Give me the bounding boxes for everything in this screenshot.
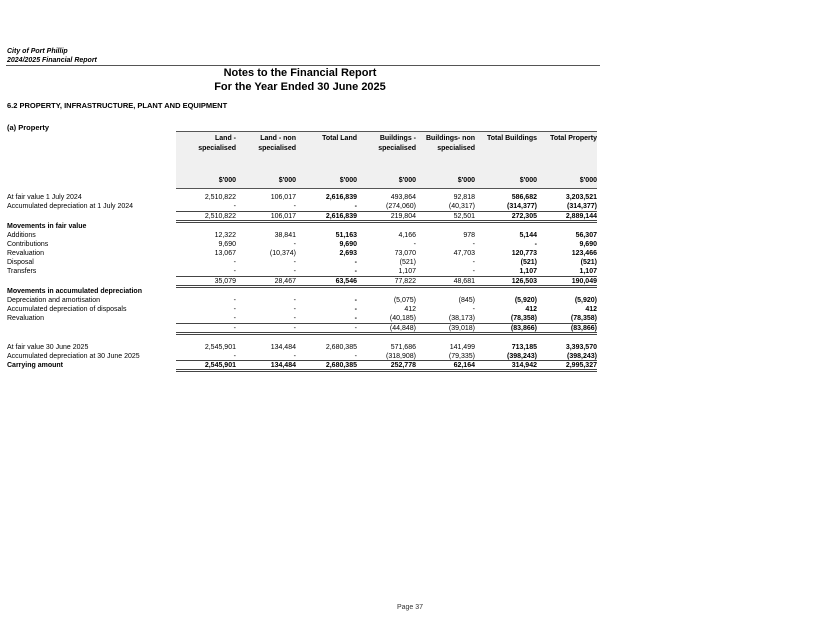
table-cell: (79,335) (448, 353, 475, 360)
table-cell: (521) (520, 259, 537, 266)
subsection-title: (a) Property (7, 123, 50, 132)
table-cell: - (233, 203, 236, 210)
table-cell: 35,079 (214, 278, 236, 285)
table-cell: 141,499 (449, 344, 475, 351)
table-cell: - (354, 259, 357, 266)
row-label: Carrying amount (7, 362, 64, 369)
table-cell: (44,848) (389, 325, 416, 332)
column-unit: $'000 (278, 177, 296, 184)
table-cell: - (293, 315, 296, 322)
column-unit: $'000 (218, 177, 236, 184)
row-label: Movements in fair value (7, 223, 87, 230)
table-cell: 586,682 (511, 194, 537, 201)
table-cell: 2,545,901 (204, 344, 236, 351)
table-cell: 126,503 (511, 278, 537, 285)
table-row (0, 202, 600, 211)
subtotal-rule (176, 276, 597, 277)
table-cell: 62,164 (453, 362, 475, 369)
table-cell: 1,107 (579, 268, 597, 275)
table-cell: 2,693 (339, 250, 357, 257)
table-cell: 571,686 (390, 344, 416, 351)
section-title: 6.2 PROPERTY, INFRASTRUCTURE, PLANT AND EQUIPMENT (7, 101, 228, 110)
double-rule (176, 285, 597, 288)
column-header-line1: Total Land (322, 135, 357, 142)
table-row (0, 343, 600, 352)
table-cell: 106,017 (270, 213, 296, 220)
column-header (198, 134, 236, 154)
title-line-2: For the Year Ended 30 June 2025 (214, 81, 386, 93)
table-cell: 219,804 (390, 213, 416, 220)
table-cell: 48,681 (453, 278, 475, 285)
table-cell: 493,864 (390, 194, 416, 201)
table-cell: 1,107 (398, 268, 416, 275)
table-cell: 63,546 (335, 278, 357, 285)
table-cell: 3,203,521 (565, 194, 597, 201)
table-cell: (38,173) (448, 315, 475, 322)
table-cell: 120,773 (511, 250, 537, 257)
column-header (550, 134, 597, 144)
column-unit: $'000 (457, 177, 475, 184)
table-cell: 28,467 (274, 278, 296, 285)
table-cell: 978 (463, 232, 475, 239)
row-label: Accumulated depreciation at 1 July 2024 (7, 203, 134, 210)
double-rule (176, 220, 597, 223)
column-header (426, 134, 475, 154)
column-unit: $'000 (579, 177, 597, 184)
table-cell: - (233, 353, 236, 360)
table-cell: 134,484 (270, 362, 296, 369)
column-header (378, 134, 416, 154)
table-cell: - (534, 241, 537, 248)
row-label: Depreciation and amortisation (7, 297, 100, 304)
table-cell: 106,017 (270, 194, 296, 201)
table-cell: (398,243) (507, 353, 537, 360)
table-cell: - (293, 297, 296, 304)
column-header-line1: Buildings - (379, 135, 416, 142)
row-label: Disposal (7, 259, 34, 266)
table-cell: (845) (458, 297, 475, 304)
column-header-line1: Land - (215, 135, 236, 142)
table-cell: (83,866) (570, 325, 597, 332)
table-cell: - (354, 297, 357, 304)
table-cell: (78,358) (570, 315, 597, 322)
row-label: At fair value 1 July 2024 (7, 194, 82, 201)
table-row (0, 222, 600, 231)
table-cell: 4,166 (398, 232, 416, 239)
column-header-line2: specialised (258, 145, 296, 152)
table-cell: 412 (525, 306, 537, 313)
table-row (0, 240, 600, 249)
page-title (150, 66, 450, 94)
table-row (0, 296, 600, 305)
row-label: Revaluation (7, 250, 44, 257)
table-cell: (10,374) (269, 250, 296, 257)
table-cell: 5,144 (519, 232, 537, 239)
table-cell: (83,866) (510, 325, 537, 332)
table-row (0, 258, 600, 267)
table-cell: - (233, 306, 236, 313)
table-row (0, 231, 600, 240)
table-cell: (5,920) (574, 297, 597, 304)
table-cell: (521) (399, 259, 416, 266)
table-cell: 51,163 (335, 232, 357, 239)
column-header-line1: Total Buildings (486, 135, 537, 142)
table-cell: - (472, 241, 475, 248)
table-row (0, 193, 600, 202)
organisation-name: City of Port Phillip (7, 48, 68, 55)
table-cell: 13,067 (214, 250, 236, 257)
table-cell: 1,107 (519, 268, 537, 275)
table-cell: 2,510,822 (204, 213, 236, 220)
column-header-line1: Total Property (550, 135, 597, 142)
table-cell: 3,393,570 (565, 344, 597, 351)
table-cell: - (293, 325, 296, 332)
table-cell: - (293, 306, 296, 313)
table-cell: 2,889,144 (565, 213, 597, 220)
table-cell: 47,703 (453, 250, 475, 257)
subtotal-rule (176, 360, 597, 361)
table-cell: - (472, 268, 475, 275)
table-cell: (314,377) (507, 203, 537, 210)
table-cell: - (233, 325, 236, 332)
table-cell: (5,920) (514, 297, 537, 304)
table-cell: 9,690 (339, 241, 357, 248)
table-cell: - (233, 259, 236, 266)
table-row (0, 305, 600, 314)
table-cell: (398,243) (567, 353, 597, 360)
table-cell: 12,322 (214, 232, 236, 239)
table-cell: - (472, 259, 475, 266)
table-cell: 77,822 (394, 278, 416, 285)
column-header-line2: specialised (378, 145, 416, 152)
row-label: Additions (7, 232, 36, 239)
row-label: Accumulated depreciation at 30 June 2025 (7, 353, 140, 360)
column-header (322, 134, 357, 144)
table-cell: (40,317) (448, 203, 475, 210)
column-header-line2: specialised (437, 145, 475, 152)
table-cell: 52,501 (453, 213, 475, 220)
column-header (258, 134, 296, 154)
table-cell: 272,305 (511, 213, 537, 220)
report-header (7, 47, 97, 65)
column-header (487, 134, 537, 144)
column-header-line1: Buildings- non (426, 135, 475, 142)
table-cell: 92,818 (453, 194, 475, 201)
table-cell: 2,545,901 (204, 362, 236, 369)
report-name: 2024/2025 Financial Report (7, 57, 97, 64)
row-label: Movements in accumulated depreciation (7, 288, 142, 295)
table-cell: - (293, 268, 296, 275)
table-cell: - (354, 315, 357, 322)
table-cell: 9,690 (218, 241, 236, 248)
table-cell: 2,510,822 (204, 194, 236, 201)
table-cell: 2,616,839 (325, 213, 357, 220)
double-rule (176, 369, 597, 372)
table-cell: 9,690 (579, 241, 597, 248)
table-cell: (78,358) (510, 315, 537, 322)
table-cell: - (354, 325, 357, 332)
table-column-header (176, 131, 597, 189)
table-row (0, 287, 600, 296)
table-cell: - (293, 241, 296, 248)
table-cell: (5,075) (393, 297, 416, 304)
row-label: At fair value 30 June 2025 (7, 344, 89, 351)
table-cell: (40,185) (389, 315, 416, 322)
page-number: Page 37 (396, 604, 424, 611)
column-unit: $'000 (398, 177, 416, 184)
table-row (0, 267, 600, 276)
table-cell: 252,778 (390, 362, 416, 369)
column-header-line2: specialised (198, 145, 236, 152)
subtotal-rule (176, 211, 597, 212)
table-cell: - (233, 268, 236, 275)
double-rule (176, 332, 597, 335)
table-cell: 73,070 (394, 250, 416, 257)
row-label: Revaluation (7, 315, 44, 322)
table-cell: - (293, 353, 296, 360)
table-cell: 314,942 (511, 362, 537, 369)
table-cell: 2,680,385 (325, 362, 357, 369)
table-cell: 2,995,327 (565, 362, 597, 369)
table-cell: (274,060) (386, 203, 416, 210)
table-row (0, 314, 600, 323)
column-unit: $'000 (339, 177, 357, 184)
table-cell: 190,049 (571, 278, 597, 285)
table-cell: 56,307 (575, 232, 597, 239)
table-cell: - (233, 315, 236, 322)
table-cell: - (354, 203, 357, 210)
table-cell: 713,185 (511, 344, 537, 351)
table-cell: 38,841 (274, 232, 296, 239)
column-unit: $'000 (519, 177, 537, 184)
table-cell: - (413, 241, 416, 248)
table-cell: 412 (585, 306, 597, 313)
table-cell: - (354, 306, 357, 313)
table-cell: (314,377) (567, 203, 597, 210)
table-cell: 2,680,385 (325, 344, 357, 351)
table-row (0, 249, 600, 258)
table-cell: 134,484 (270, 344, 296, 351)
row-label: Transfers (7, 268, 37, 275)
table-cell: 412 (404, 306, 416, 313)
table-cell: 123,466 (571, 250, 597, 257)
table-cell: 2,616,839 (325, 194, 357, 201)
table-cell: - (354, 353, 357, 360)
table-cell: - (354, 268, 357, 275)
table-cell: - (472, 306, 475, 313)
subtotal-rule (176, 323, 597, 324)
row-label: Accumulated depreciation of disposals (7, 306, 127, 313)
title-line-1: Notes to the Financial Report (223, 67, 377, 79)
column-header-line1: Land - non (260, 135, 296, 142)
table-cell: (521) (580, 259, 597, 266)
table-cell: (39,018) (448, 325, 475, 332)
row-label: Contributions (7, 241, 49, 248)
table-cell: - (293, 203, 296, 210)
table-cell: - (293, 259, 296, 266)
table-cell: - (233, 297, 236, 304)
table-cell: (318,908) (386, 353, 416, 360)
